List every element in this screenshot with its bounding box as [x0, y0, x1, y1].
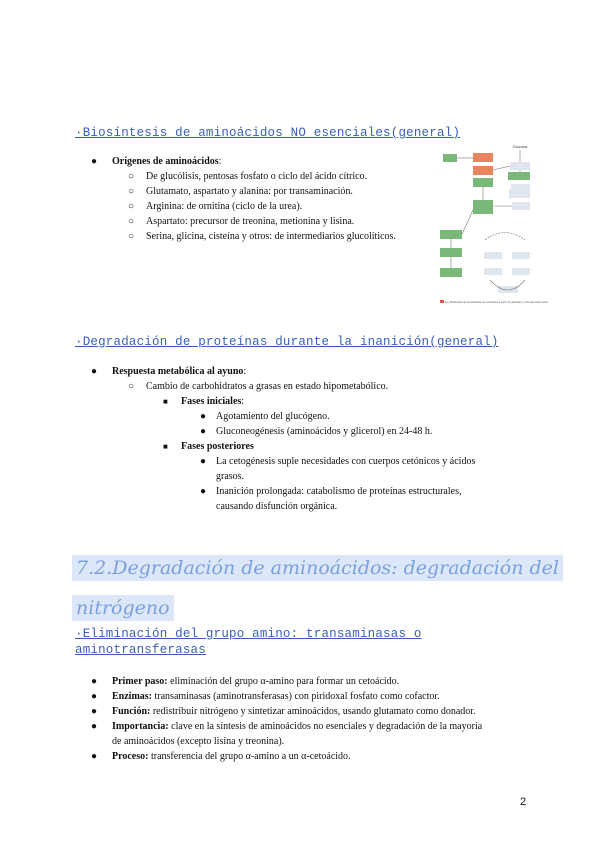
- list-item-colon: :: [243, 366, 247, 377]
- list-item-label: Función:: [112, 706, 151, 717]
- section-heading-biosintesis: ·Biosíntesis de aminoácidos NO esenciales(general): [75, 126, 461, 140]
- diagram-node: [440, 248, 462, 257]
- list-item-text: transaminasas (aminotransferasas) con piridoxal fosfato como cofactor.: [152, 691, 440, 702]
- diagram-node: [440, 230, 462, 239]
- bullet-square: ■: [163, 397, 168, 406]
- diagram-node: [440, 268, 462, 277]
- diagram-node: [473, 153, 493, 162]
- list-item-origenes: [112, 154, 221, 169]
- diagram-top-label: Glucosa: [512, 144, 528, 149]
- bullet-dot: ●: [200, 426, 207, 437]
- list-item-label: Proceso:: [112, 751, 149, 762]
- list-item-colon: :: [241, 396, 245, 407]
- diagram-node: [484, 252, 502, 259]
- list-item-text: eliminación del grupo α-amino para formar un cetoácido.: [167, 676, 400, 687]
- bullet-square: ■: [163, 442, 168, 451]
- list-item: [112, 749, 351, 764]
- list-item-text: clave en la síntesis de aminoácidos no esenciales y degradación de la mayoría: [168, 721, 483, 732]
- list-item: Glutamato, aspartato y alanina: por transaminación.: [146, 186, 353, 197]
- diagram-node: [508, 172, 530, 180]
- list-item: De glucólisis, pentosas fosfato o ciclo del ácido cítrico.: [146, 171, 368, 182]
- list-item-label: Fases iniciales: [181, 396, 242, 407]
- section-heading-transaminasas-line2: aminotransferasas: [75, 643, 206, 657]
- diagram-node: [473, 178, 493, 187]
- bullet-dot: ●: [200, 486, 207, 497]
- list-item-fases-iniciales: [181, 394, 244, 409]
- list-item: Inanición prolongada: catabolismo de proteínas estructurales,: [216, 486, 462, 497]
- bullet-dot: ●: [91, 721, 98, 732]
- diagram-legend-mark: [440, 300, 444, 303]
- bullet-circle: ○: [128, 201, 135, 212]
- bullet-dot: ●: [91, 366, 98, 377]
- amino-acid-pathway-diagram: [440, 140, 549, 318]
- list-item-label: Importancia:: [112, 721, 169, 732]
- list-item: Serina, glicina, cisteína y otros: de intermediarios glucolíticos.: [146, 231, 396, 242]
- list-item-label: Primer paso:: [112, 676, 168, 687]
- list-item-label: Respuesta metabólica al ayuno: [112, 366, 244, 377]
- bullet-circle: ○: [128, 171, 135, 182]
- list-item: Cambio de carbohidratos a grasas en estado hipometabólico.: [146, 381, 389, 392]
- bullet-circle: ○: [128, 186, 135, 197]
- diagram-node: [473, 200, 493, 214]
- list-item-label: Orígenes de aminoácidos: [112, 156, 219, 167]
- diagram-node: [509, 189, 530, 198]
- list-item: [112, 674, 399, 689]
- chapter-title-line1: 7.2.Degradación de aminoácidos: degradación del: [72, 555, 563, 581]
- list-item: Arginina: de ornitina (ciclo de la urea).: [146, 201, 303, 212]
- list-item: Aspartato: precursor de treonina, metionina y lisina.: [146, 216, 355, 227]
- diagram-node: [510, 162, 530, 170]
- diagram-node: [473, 166, 493, 175]
- list-item-text: redistribuir nitrógeno y sintetizar aminoácidos, usando glutamato como donador.: [150, 706, 476, 717]
- list-item-text: transferencia del grupo α-amino a un α-cetoácido.: [148, 751, 351, 762]
- list-item: [112, 719, 482, 734]
- list-item: [112, 704, 476, 719]
- bullet-dot: ●: [91, 676, 98, 687]
- list-item-continuation: causando disfunción orgánica.: [216, 501, 338, 512]
- bullet-dot: ●: [91, 691, 98, 702]
- list-item: Agotamiento del glucógeno.: [216, 411, 330, 422]
- list-item: La cetogénesis suple necesidades con cuerpos cetónicos y ácidos: [216, 456, 476, 467]
- list-item-label: Enzimas:: [112, 691, 152, 702]
- diagram-node: [443, 154, 457, 162]
- diagram-caption: Fig. Biosintesis de aminoacidos no esenciales a partir de glucolisis y ciclo del acido citrico: [445, 301, 549, 304]
- diagram-node: [512, 252, 530, 259]
- bullet-dot: ●: [200, 456, 207, 467]
- section-heading-transaminasas-line1: ·Eliminación del grupo amino: transaminasas o: [75, 627, 422, 641]
- diagram-node: [484, 268, 502, 275]
- list-item-respuesta: [112, 364, 246, 379]
- list-item: Gluconeogénesis (aminoácidos y glicerol) en 24-48 h.: [216, 426, 433, 437]
- bullet-circle: ○: [128, 381, 135, 392]
- bullet-circle: ○: [128, 231, 135, 242]
- chapter-title-line2: nitrógeno: [72, 595, 174, 621]
- bullet-dot: ●: [91, 706, 98, 717]
- diagram-node: [512, 202, 530, 210]
- bullet-dot: ●: [200, 411, 207, 422]
- list-item: [112, 689, 440, 704]
- list-item-fases-posteriores: Fases posteriores: [181, 441, 254, 452]
- diagram-node: [498, 286, 518, 293]
- section-heading-degradacion-inanicion: ·Degradación de proteínas durante la inanición(general): [75, 335, 499, 349]
- bullet-dot: ●: [91, 751, 98, 762]
- list-item-colon: :: [218, 156, 222, 167]
- list-item-continuation: de aminoácidos (excepto lisina y treonina).: [112, 736, 285, 747]
- bullet-circle: ○: [128, 216, 135, 227]
- diagram-node: [512, 268, 530, 275]
- page-number: 2: [520, 796, 527, 808]
- list-item-continuation: grasos.: [216, 471, 245, 482]
- bullet-dot: ●: [91, 156, 98, 167]
